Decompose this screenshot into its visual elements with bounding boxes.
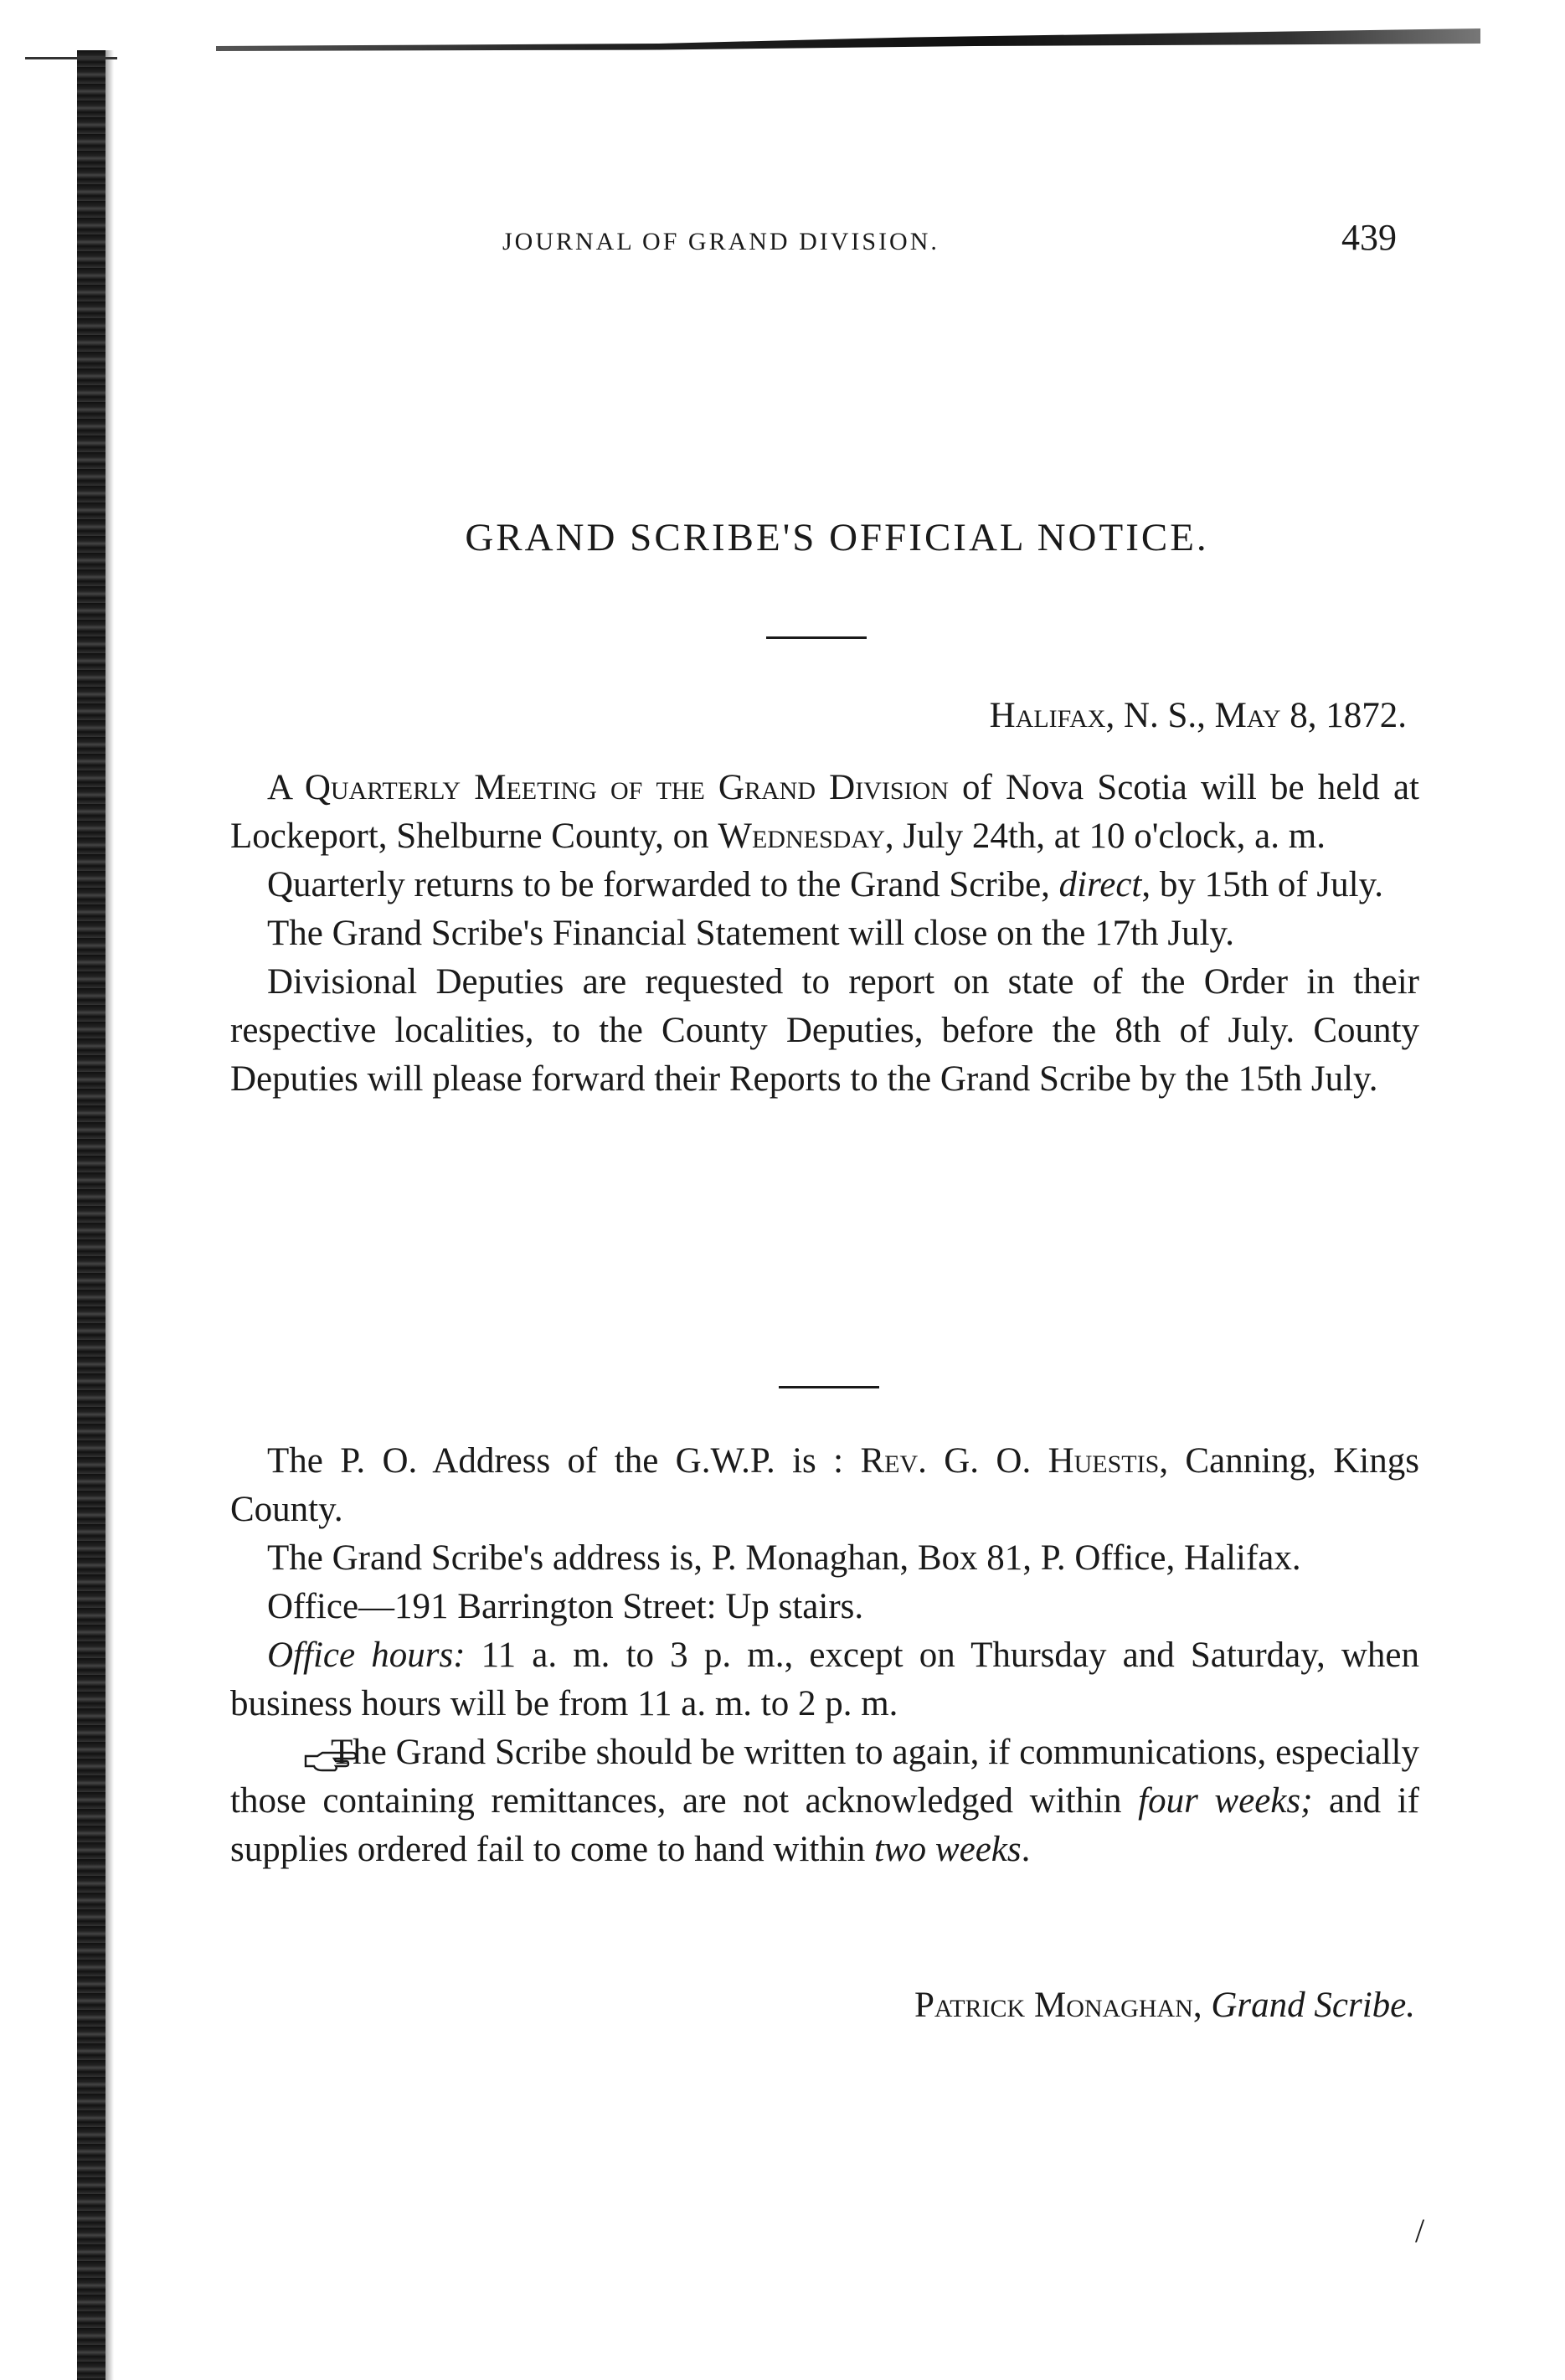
- paragraph-returns: Quarterly returns to be forwarded to the Grand Scribe, direct, by 15th of July.: [267, 865, 1384, 904]
- scan-top-edge: [216, 28, 1480, 54]
- pointing-hand-icon: [267, 1739, 321, 1764]
- dateline: Halifax, N. S., May 8, 1872.: [989, 696, 1407, 735]
- gwp-name: Rev. G. O. Huestis: [860, 1441, 1160, 1481]
- section-divider: [779, 1386, 879, 1388]
- addresses-body: [230, 1437, 1419, 1874]
- book-gutter-edge: [77, 50, 106, 2380]
- signature-title: Grand Scribe.: [1211, 1986, 1415, 2025]
- paragraph-deputies: Divisional Deputies are requested to report on state of the Order in their respective localities, to the County Deputies, before the 8th of July. County Deputies will please forward their Reports to the Grand Scribe by the 15th July.: [230, 962, 1419, 1099]
- paragraph-meeting: A Quarterly Meeting of the Grand Division of Nova Scotia will be held at Lockeport, Shelburne County, on Wednesday, July 24th, at 10 o'clock, a. m.: [230, 768, 1419, 856]
- signature: Patrick Monaghan, Grand Scribe.: [914, 1986, 1415, 2025]
- notice-body: [230, 764, 1419, 1104]
- running-head: JOURNAL OF GRAND DIVISION.: [502, 228, 940, 255]
- signature-name: Patrick Monaghan: [914, 1986, 1193, 2025]
- paragraph-gwp-address: The P. O. Address of the G.W.P. is : Rev. G. O. Huestis, Canning, Kings County.: [230, 1441, 1419, 1529]
- page-number: 439: [1341, 217, 1397, 258]
- paragraph-instructions: The Grand Scribe should be written to again, if communications, especially those containing remittances, are not acknowledged within four weeks; and if supplies ordered fail to come to hand within two weeks.: [230, 1733, 1419, 1869]
- meeting-day: Wednesday: [718, 817, 885, 856]
- paragraph-office-hours: Office hours: 11 a. m. to 3 p. m., except on Thursday and Saturday, when business hours will be from 11 a. m. to 2 p. m.: [230, 1636, 1419, 1723]
- section-divider: [766, 636, 867, 639]
- paragraph-office: Office—191 Barrington Street: Up stairs.: [267, 1587, 864, 1626]
- notice-title: GRAND SCRIBE'S OFFICIAL NOTICE.: [465, 516, 1209, 559]
- paragraph-scribe-address: The Grand Scribe's address is, P. Monaghan, Box 81, P. Office, Halifax.: [267, 1538, 1301, 1578]
- page-header: [0, 216, 1565, 266]
- paragraph-financial-statement: The Grand Scribe's Financial Statement will close on the 17th July.: [267, 914, 1234, 953]
- meeting-lead: A Quarterly Meeting of the Grand Division: [267, 768, 949, 807]
- scan-top-edge-left: [25, 57, 117, 59]
- stray-mark: /: [1415, 2212, 1425, 2249]
